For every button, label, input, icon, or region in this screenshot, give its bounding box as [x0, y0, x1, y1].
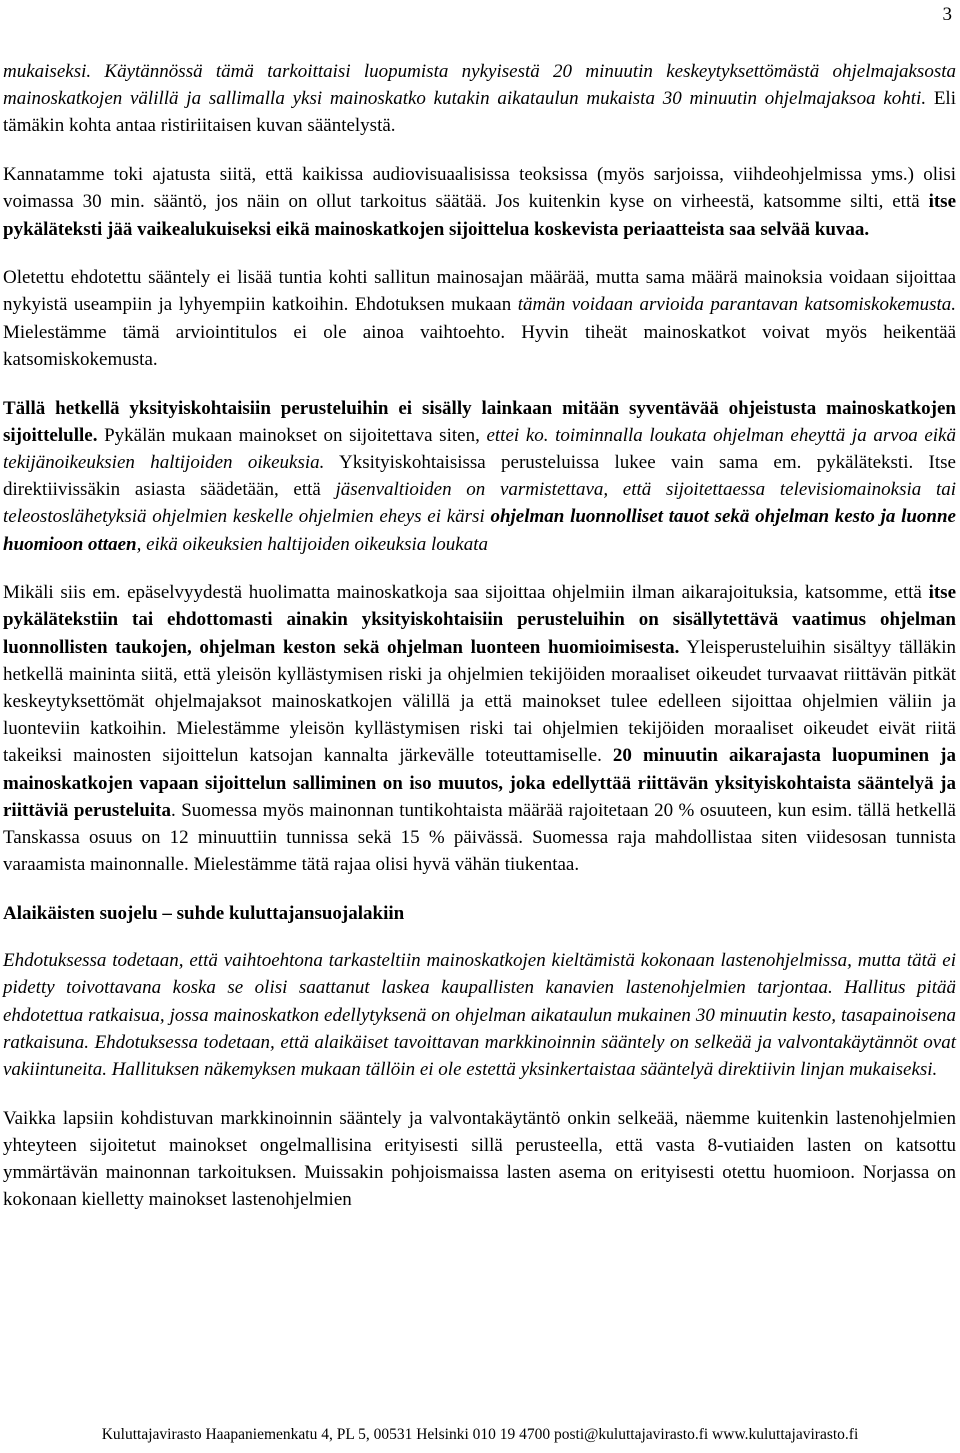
text-segment: ettei ko. toiminnalla loukata ohjelman eheyttä ja arvoa eikä tekijänoikeuksien haltijoiden oikeuksia.: [3, 424, 956, 473]
paragraph: [3, 1105, 956, 1214]
text-segment: Oletettu ehdotettu sääntely ei lisää tuntia kohti sallitun mainosajan määrää, mutta sama määrä mainoksia voidaan sijoittaa nykyistä useampiin ja lyhyempiin katkoihin. Ehdotuksen mukaan: [3, 267, 956, 316]
text-segment: itse pykäläteksti jää vaikealukuiseksi eikä mainoskatkojen sijoittelua koskevista periaatteista saa selvää kuvaa.: [3, 191, 956, 240]
page-number: 3: [942, 4, 952, 25]
text-segment: ohjelman luonnolliset tauot sekä ohjelman kesto ja luonne huomioon ottaen: [3, 506, 956, 555]
text-segment: mukaiseksi. Käytännössä tämä tarkoittaisi luopumista nykyisestä 20 minuutin keskeytyksettömästä ohjelmajaksosta mainoskatkojen välillä ja sallimalla yksi mainoskatko kutakin aikataulun mukaista 30 minuutin ohjelmajaksoa kohti.: [3, 61, 956, 110]
paragraph: [3, 161, 956, 243]
text-segment: , eikä oikeuksien haltijoiden oikeuksia loukata: [136, 533, 488, 555]
text-segment: Ehdotuksessa todetaan, että vaihtoehtona tarkasteltiin mainoskatkojen kieltämistä kokonaan lastenohjelmissa, mutta tätä ei pidetty toivottavana koska se olisi saattanut laskea kaupallisten kanavien lastenohjelmien tarjontaa. Hallitus pitää ehdotettua ratkaisua, jossa mainoskatkon edellytyksenä on ohjelman aikataulun mukainen 30 minuutin kesto, tasapainoisena ratkaisuna. Ehdotuksessa todetaan, että alaikäiset tavoittavan markkinoinnin sääntely on selkeää ja valvontakäytännöt ovat vakiintuneita. Hallituksen näkemyksen mukaan tällöin ei ole estettä yksinkertaistaa sääntelyä direktiivin linjan mukaiseksi.: [3, 950, 956, 1080]
text-segment: Yksityiskohtaisissa perusteluissa lukee vain sama em. pykäläteksti. Itse direktiivissäkin asiasta säädetään, että: [3, 451, 956, 501]
text-segment: Mielestämme tämä arviointitulos ei ole ainoa vaihtoehto. Hyvin tiheät mainoskatkot voivat myös heikentää katsomiskokemusta.: [3, 321, 956, 370]
text-segment: tämän voidaan arvioida parantavan katsomiskokemusta.: [517, 294, 956, 316]
text-segment: Kannatamme toki ajatusta siitä, että kaikissa audiovisuaalisissa teoksissa (myös sarjoissa, viihdeohjelmissa yms.) olisi voimassa 30 min. sääntö, jos näin on ollut tarkoitus säätää. Jos kuitenkin kyse on virheestä, katsomme silti, että: [3, 164, 956, 213]
paragraph: [3, 58, 956, 140]
text-segment: Tällä hetkellä yksityiskohtaisiin perusteluihin ei sisälly lainkaan mitään syventävää ohjeistusta mainoskatkojen sijoittelulle.: [3, 397, 956, 446]
text-segment: . Suomessa myös mainonnan tuntikohtaista määrää rajoitetaan 20 % osuuteen, kun esim. tällä hetkellä Tanskassa osuus on 12 minuuttiin tunnissa sekä 15 % päivässä. Suomessa raja mahdollistaa siten viidesosan tunnista varaamista mainonnalle. Mielestämme tätä rajaa olisi hyvä vähän tiukentaa.: [3, 799, 956, 876]
text-segment: 20 minuutin aikarajasta luopuminen ja mainoskatkojen vapaan sijoittelun salliminen on iso muutos, joka edellyttää riittävän yksityiskohtaista sääntelyä ja riittäviä perusteluita: [3, 745, 956, 821]
text-segment: jäsenvaltioiden on varmistettava, että sijoitettaessa televisiomainoksia tai teleostoslähetyksiä ohjelmien keskelle ohjelmien eheys ei kärsi: [3, 479, 957, 528]
text-segment: Yleisperusteluihin sisältyy tälläkin hetkellä maininta siitä, että yleisön kyllästymisen riski ja ohjelmien tekijöiden moraaliset oikeudet turvaavat riittävän pitkät keskeytyksettömät ohjelmajaksot mainoskatkojen välillä ja että mainokset tulee edelleen sijoittaa ohjelmien väliin ja luonteviin katkoihin. Mielestämme yleisön kyllästymisen riski tai ohjelmien tekijöiden moraaliset oikeudet eivät riitä takeiksi mainosten sijoittelun katsojan kannalta järkevälle toteuttamiselle.: [3, 636, 956, 767]
paragraph: [3, 264, 956, 373]
text-segment: Mikäli siis em. epäselvyydestä huolimatta mainoskatkoja saa sijoittaa ohjelmiin ilman aikarajoituksia, katsomme, että: [3, 582, 929, 604]
section-heading: [3, 900, 956, 927]
document-body: [3, 58, 956, 1235]
text-segment: Alaikäisten suojelu – suhde kuluttajansuojalakiin: [3, 902, 405, 924]
text-segment: Vaikka lapsiin kohdistuvan markkinoinnin sääntely ja valvontakäytäntö onkin selkeää, näemme kuitenkin lastenohjelmien yhteyteen sijoitetut mainokset ongelmallisina erityisesti sillä perusteella, että vasta 8-vutiaiden lasten on katsottu ymmärtävän mainonnan tarkoituksen. Muissakin pohjoismaissa lasten asema on erityisesti otettu huomioon. Norjassa on kokonaan kielletty mainokset lastenohjelmien: [3, 1107, 956, 1211]
paragraph: [3, 395, 956, 558]
paragraph: [3, 579, 956, 878]
text-segment: Pykälän mukaan mainokset on sijoitettava siten,: [97, 424, 487, 446]
page-footer: Kuluttajavirasto Haapaniemenkatu 4, PL 5, 00531 Helsinki 010 19 4700 posti@kuluttajavirasto.fi www.kuluttajavirasto.fi: [101, 1426, 859, 1443]
text-segment: Eli tämäkin kohta antaa ristiriitaisen kuvan sääntelystä.: [3, 88, 956, 137]
text-segment: itse pykälätekstiin tai ehdottomasti ainakin yksityiskohtaisiin perusteluihin on sisällytettävä vaatimus ohjelman luonnollisten taukojen, ohjelman keston sekä ohjelman luonteen huomioimisesta.: [3, 582, 956, 658]
paragraph: [3, 947, 956, 1083]
